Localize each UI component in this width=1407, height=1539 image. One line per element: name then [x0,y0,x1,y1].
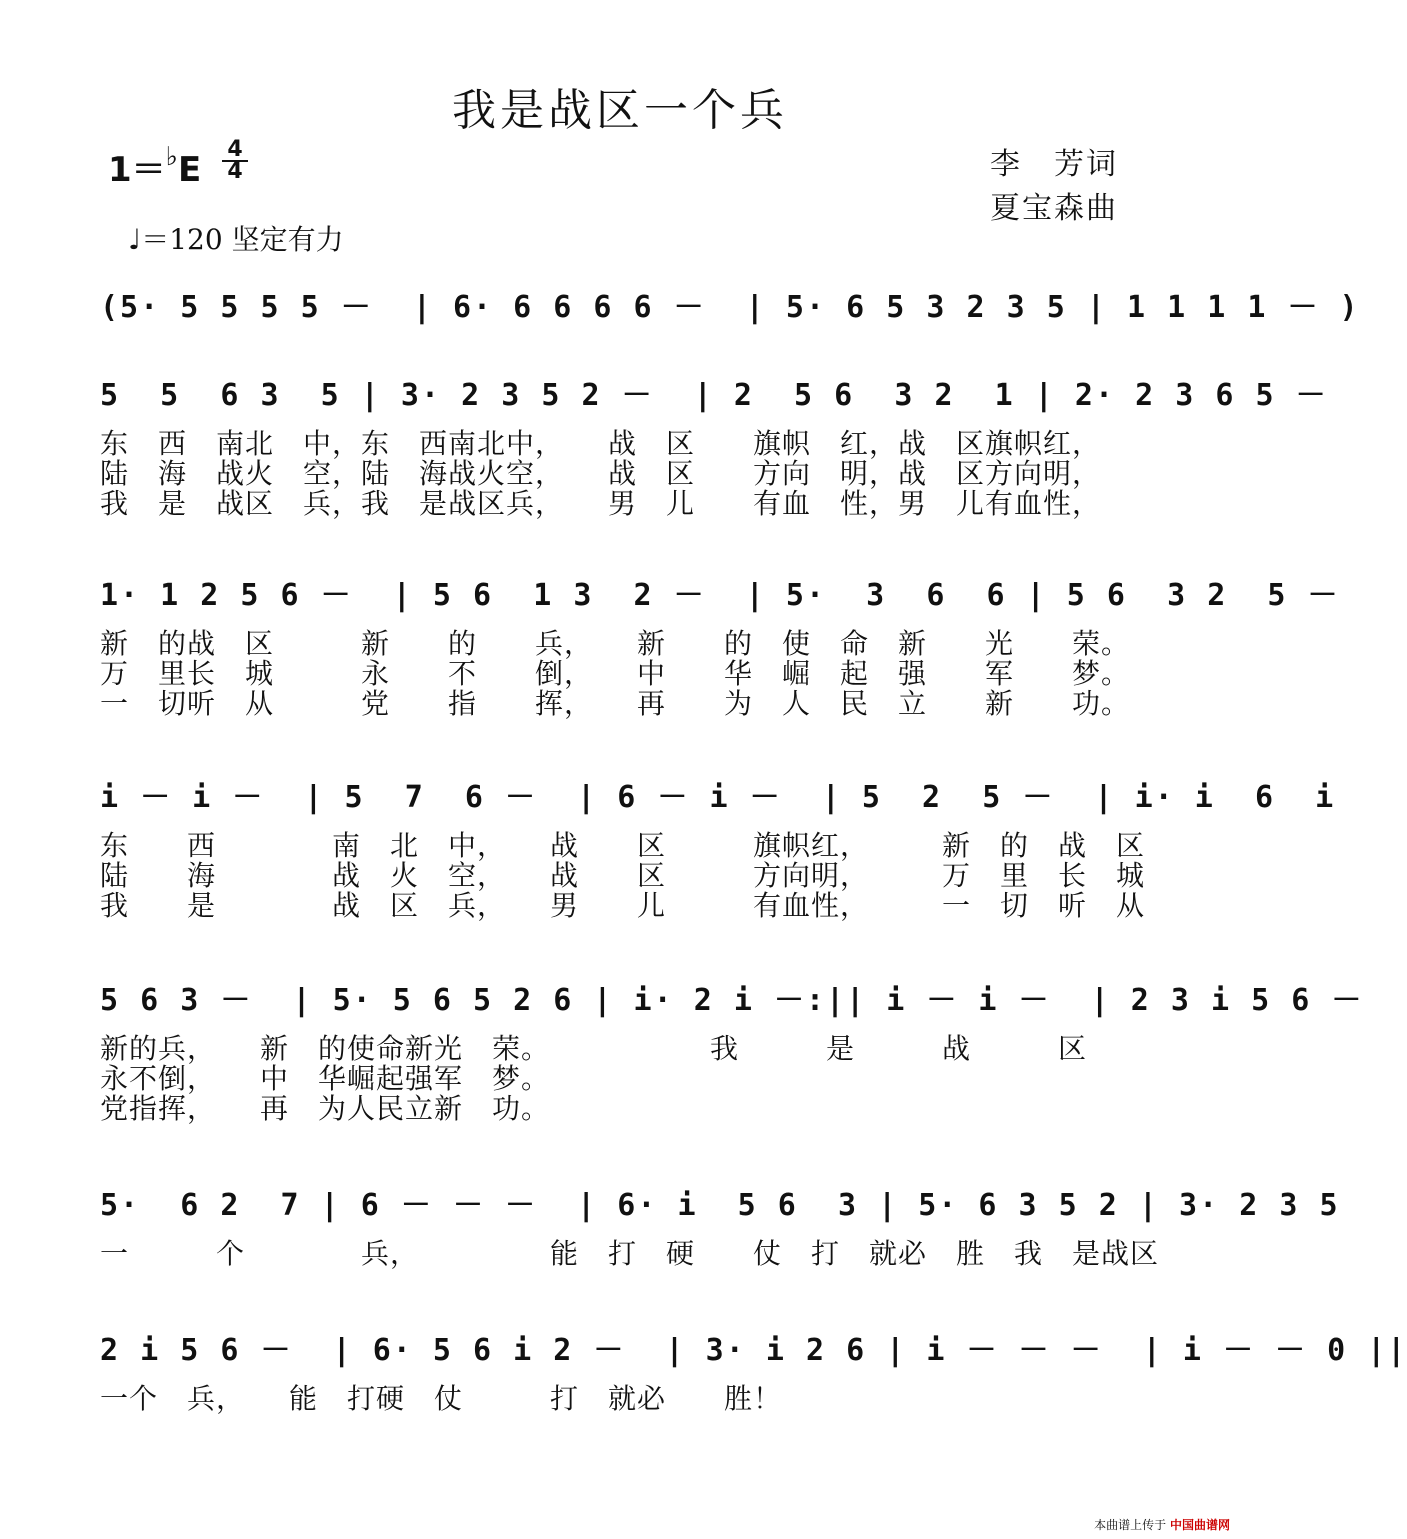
song-title: 我是战区一个兵 [452,85,788,136]
composer-credit: 夏宝森曲 [990,191,1118,226]
lyric-verse-3: 一 切听 从 党 指 挥， 再 为 人 民 立 新 功。 [100,687,1131,720]
notation-line: 5 5 6 3 5 | 3· 2 3 5 2 － | 2 5 6 3 2 1 | 2· 2 3 6 5 － [100,378,1328,413]
tempo-text: ＝120 坚定有力 [141,223,344,256]
quarter-note-icon: ♩ [128,223,142,256]
tempo-marking [128,218,344,258]
meter-bottom: 4 [227,159,243,184]
credits [990,143,1118,231]
lyric-verse-3: 我 是 战区 兵，我 是战区兵， 男 儿 有血 性，男 儿有血性， [100,487,1102,520]
time-signature [222,137,248,184]
flat-symbol: ♭ [165,142,178,172]
lyric-verse-1: 新的兵， 新 的使命新光 荣。 我 是 战 区 [100,1032,1088,1065]
footer-watermark [1094,1516,1230,1533]
notation-line: 5 6 3 － | 5· 5 6 5 2 6 | i· 2 i －:|| i － i － | 2 3 i 5 6 － [100,983,1364,1018]
site-logo: 中国曲谱网 [1169,1518,1230,1532]
lyricist-credit: 李 芳词 [990,147,1118,182]
key-note: E [177,150,202,190]
lyric-verse-3: 我 是 战 区 兵， 男 儿 有血性， 一 切 听 从 [100,889,1146,922]
notation-line: 1· 1 2 5 6 － | 5 6 1 3 2 － | 5· 3 6 6 | 5 6 3 2 5 － [100,578,1340,613]
lyric-verse-2: 万 里长 城 永 不 倒， 中 华 崛 起 强 军 梦。 [100,657,1131,690]
upload-text: 本曲谱上传于 [1094,1518,1167,1532]
notation-line: 2 i 5 6 － | 6· 5 6 i 2 － | 3· i 2 6 | i － － － | i － － 0 || [100,1333,1407,1368]
notation-line: i － i － | 5 7 6 － | 6 － i － | 5 2 5 － | i· i 6 i [100,780,1336,815]
lyric-verse-2: 陆 海 战火 空，陆 海战火空， 战 区 方向 明，战 区方向明， [100,457,1102,490]
key-prefix: 1＝ [108,150,166,190]
lyric-verse-3: 党指挥， 再 为人民立新 功。 [100,1092,551,1125]
notation-line: (5· 5 5 5 5 － | 6· 6 6 6 6 － | 5· 6 5 3 2 3 5 | 1 1 1 1 － ) [100,290,1360,325]
lyric-verse-1: 东 西 南 北 中， 战 区 旗帜红， 新 的 战 区 [100,829,1146,862]
key-signature [108,142,201,191]
notation-line: 5· 6 2 7 | 6 － － － | 6· i 5 6 3 | 5· 6 3 5 2 | 3· 2 3 5 [100,1188,1340,1223]
lyric-verse-2: 陆 海 战 火 空， 战 区 方向明， 万 里 长 城 [100,859,1146,892]
lyric-verse-1: 新 的战 区 新 的 兵， 新 的 使 命 新 光 荣。 [100,627,1131,660]
meter-top: 4 [227,137,243,162]
lyric-verse-1: 东 西 南北 中，东 西南北中， 战 区 旗帜 红，战 区旗帜红， [100,427,1102,460]
lyric-verse-1: 一个 兵， 能 打硬 仗 打 就必 胜！ [100,1382,783,1415]
lyric-verse-2: 永不倒， 中 华崛起强军 梦。 [100,1062,551,1095]
lyric-verse-1: 一 个 兵， 能 打 硬 仗 打 就必 胜 我 是战区 [100,1237,1160,1270]
